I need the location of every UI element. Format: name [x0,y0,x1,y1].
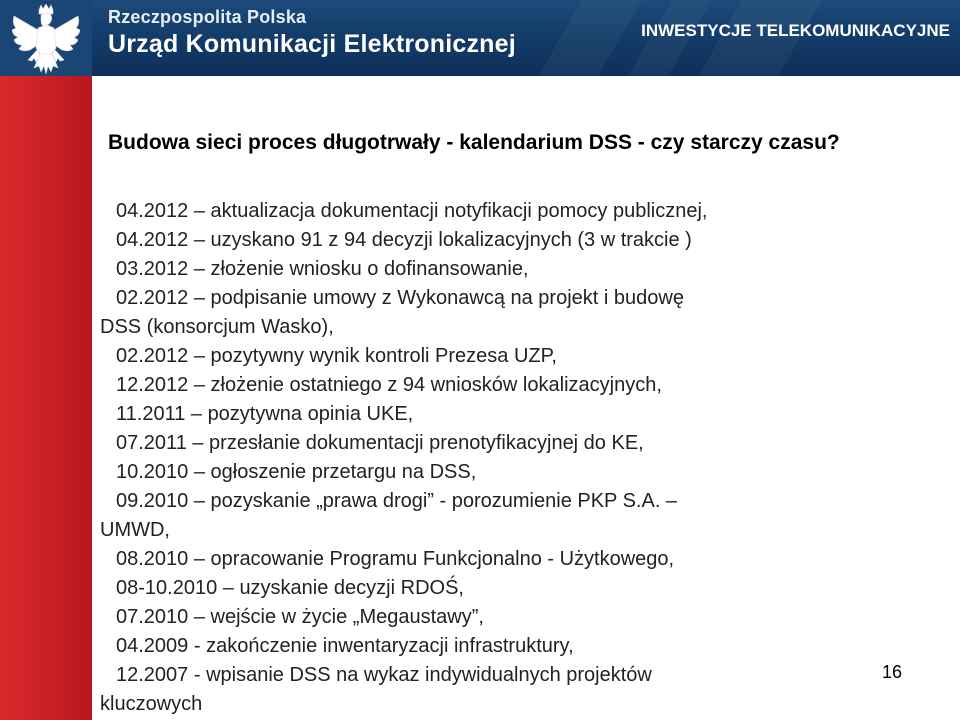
list-item [108,603,868,632]
header-decor-stripe [538,0,642,76]
list-item [108,458,868,487]
list-item [108,429,868,458]
item-continuation: DSS (konsorcjum Wasko), [100,316,334,338]
list-item [100,284,868,342]
item-text: 04.2009 - zakończenie inwentaryzacji infrastruktury, [116,635,574,657]
header-bar [0,0,960,76]
item-text: 03.2012 – złożenie wniosku o dofinansowanie, [116,258,529,280]
item-text: 07.2010 – wejście w życie „Megaustawy”, [116,606,484,628]
slide-title: Budowa sieci proces długotrwały - kalendarium DSS - czy starczy czasu? [108,131,840,154]
item-text: 11.2011 – pozytywna opinia UKE, [116,403,414,425]
item-continuation: kluczowych [100,693,203,715]
page-number: 16 [882,662,903,682]
list-item [108,545,868,574]
list-item [108,197,868,226]
org-name: Urząd Komunikacji Elektronicznej [108,30,516,58]
item-text: 02.2012 – pozytywny wynik kontroli Prezesa UZP, [116,345,557,367]
list-item [108,574,868,603]
list-item [108,255,868,284]
item-text: 09.2010 – pozyskanie „prawa drogi” - porozumienie PKP S.A. – [116,490,678,512]
white-eagle-emblem-icon [10,4,82,84]
section-label: INWESTYCJE TELEKOMUNIKACYJNE [641,21,950,40]
item-text: 12.2007 - wpisanie DSS na wykaz indywidualnych projektów [116,664,652,686]
item-text: 02.2012 – podpisanie umowy z Wykonawcą na projekt i budowę [116,287,684,309]
list-item [108,342,868,371]
list-item [108,371,868,400]
item-text: 08-10.2010 – uzyskanie decyzji RDOŚ, [116,577,464,599]
item-continuation: UMWD, [100,519,170,541]
item-text: 12.2012 – złożenie ostatniego z 94 wniosków lokalizacyjnych, [116,374,662,396]
side-red-bar [0,76,92,720]
list-item [108,400,868,429]
item-text: 04.2012 – uzyskano 91 z 94 decyzji lokalizacyjnych (3 w trakcie ) [116,229,692,251]
timeline-list [100,197,868,719]
item-text: 04.2012 – aktualizacja dokumentacji notyfikacji pomocy publicznej, [116,200,708,222]
list-item [100,487,868,545]
list-item [108,226,868,255]
list-item [100,661,868,719]
item-text: 08.2010 – opracowanie Programu Funkcjonalno - Użytkowego, [116,548,675,570]
item-text: 10.2010 – ogłoszenie przetargu na DSS, [116,461,477,483]
org-country: Rzeczpospolita Polska [108,7,307,27]
list-item [108,632,868,661]
item-text: 07.2011 – przesłanie dokumentacji prenotyfikacyjnej do KE, [116,432,644,454]
